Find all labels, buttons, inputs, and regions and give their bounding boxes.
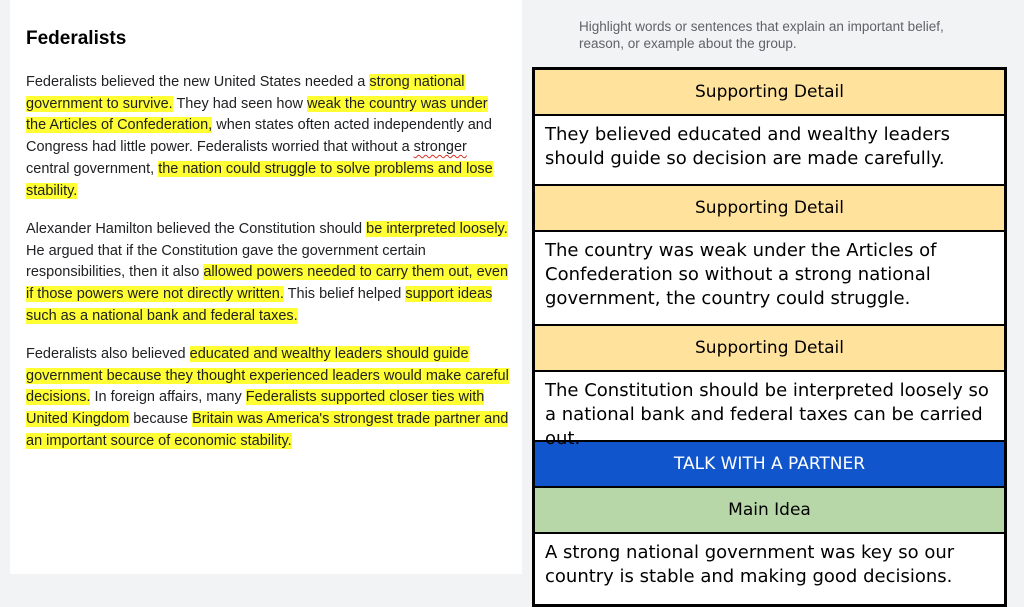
main-idea-header: Main Idea (535, 488, 1004, 534)
highlighted-text: Britain was America's strongest trade partner and an important source of economic stability. (26, 411, 509, 449)
spellcheck-flagged-word: stronger (413, 139, 467, 156)
highlighted-text: strong national government to survive. (26, 74, 465, 112)
paragraph-2[interactable] (26, 219, 510, 328)
highlighted-text: be interpreted loosely. (366, 221, 508, 237)
supporting-detail-text-3[interactable]: The Constitution should be interpreted loosely so a national bank and federal taxes can be carried out. (535, 372, 1004, 442)
highlighted-text: the nation could struggle to solve problems and lose stability. (26, 160, 493, 199)
plain-text: This belief helped (283, 286, 406, 303)
document-page (10, 0, 522, 574)
supporting-detail-header-1: Supporting Detail (535, 70, 1004, 116)
plain-text: In foreign affairs, many (90, 389, 246, 406)
plain-text: when states often acted independently and Congress had little power. Federalists worried that without a (26, 117, 492, 156)
supporting-detail-text-2[interactable]: The country was weak under the Articles of Confederation so without a strong national government, the country could struggle. (535, 232, 1004, 326)
plain-text: Federalists also believed (26, 346, 190, 362)
plain-text: because (129, 411, 193, 428)
highlighted-text: weak the country was under the Articles of Confederation, (26, 95, 488, 134)
plain-text: They had seen how (172, 95, 308, 112)
plain-text: central government, (26, 160, 159, 177)
graphic-organizer (532, 67, 1007, 607)
main-idea-text[interactable]: A strong national government was key so our country is stable and making good decisions. (535, 534, 1004, 604)
supporting-detail-text-1[interactable]: They believed educated and wealthy leaders should guide so decision are made carefully. (535, 116, 1004, 186)
supporting-detail-header-2: Supporting Detail (535, 186, 1004, 232)
highlighted-text: support ideas such as a national bank and federal taxes. (26, 286, 493, 324)
paragraph-3[interactable] (26, 344, 510, 453)
highlighted-text: educated and wealthy leaders should guide government because they thought experienced leaders would make careful decisions. (26, 346, 509, 406)
highlighted-text: Federalists supported closer ties with United Kingdom (26, 389, 485, 428)
supporting-detail-header-3: Supporting Detail (535, 326, 1004, 372)
instructions-text: Highlight words or sentences that explain an important belief, reason, or example about the group. (579, 19, 944, 51)
document-title: Federalists (26, 28, 127, 49)
plain-text: He argued that if the Constitution gave the government certain responsibilities, then it also (26, 242, 426, 281)
highlighted-text: allowed powers needed to carry them out, even if those powers were not directly written. (26, 264, 509, 303)
talk-with-partner-banner: TALK WITH A PARTNER (535, 442, 1004, 488)
paragraph-1[interactable] (26, 72, 510, 202)
plain-text: Federalists believed the new United States needed a (26, 74, 370, 90)
plain-text: Alexander Hamilton believed the Constitution should (26, 221, 367, 237)
